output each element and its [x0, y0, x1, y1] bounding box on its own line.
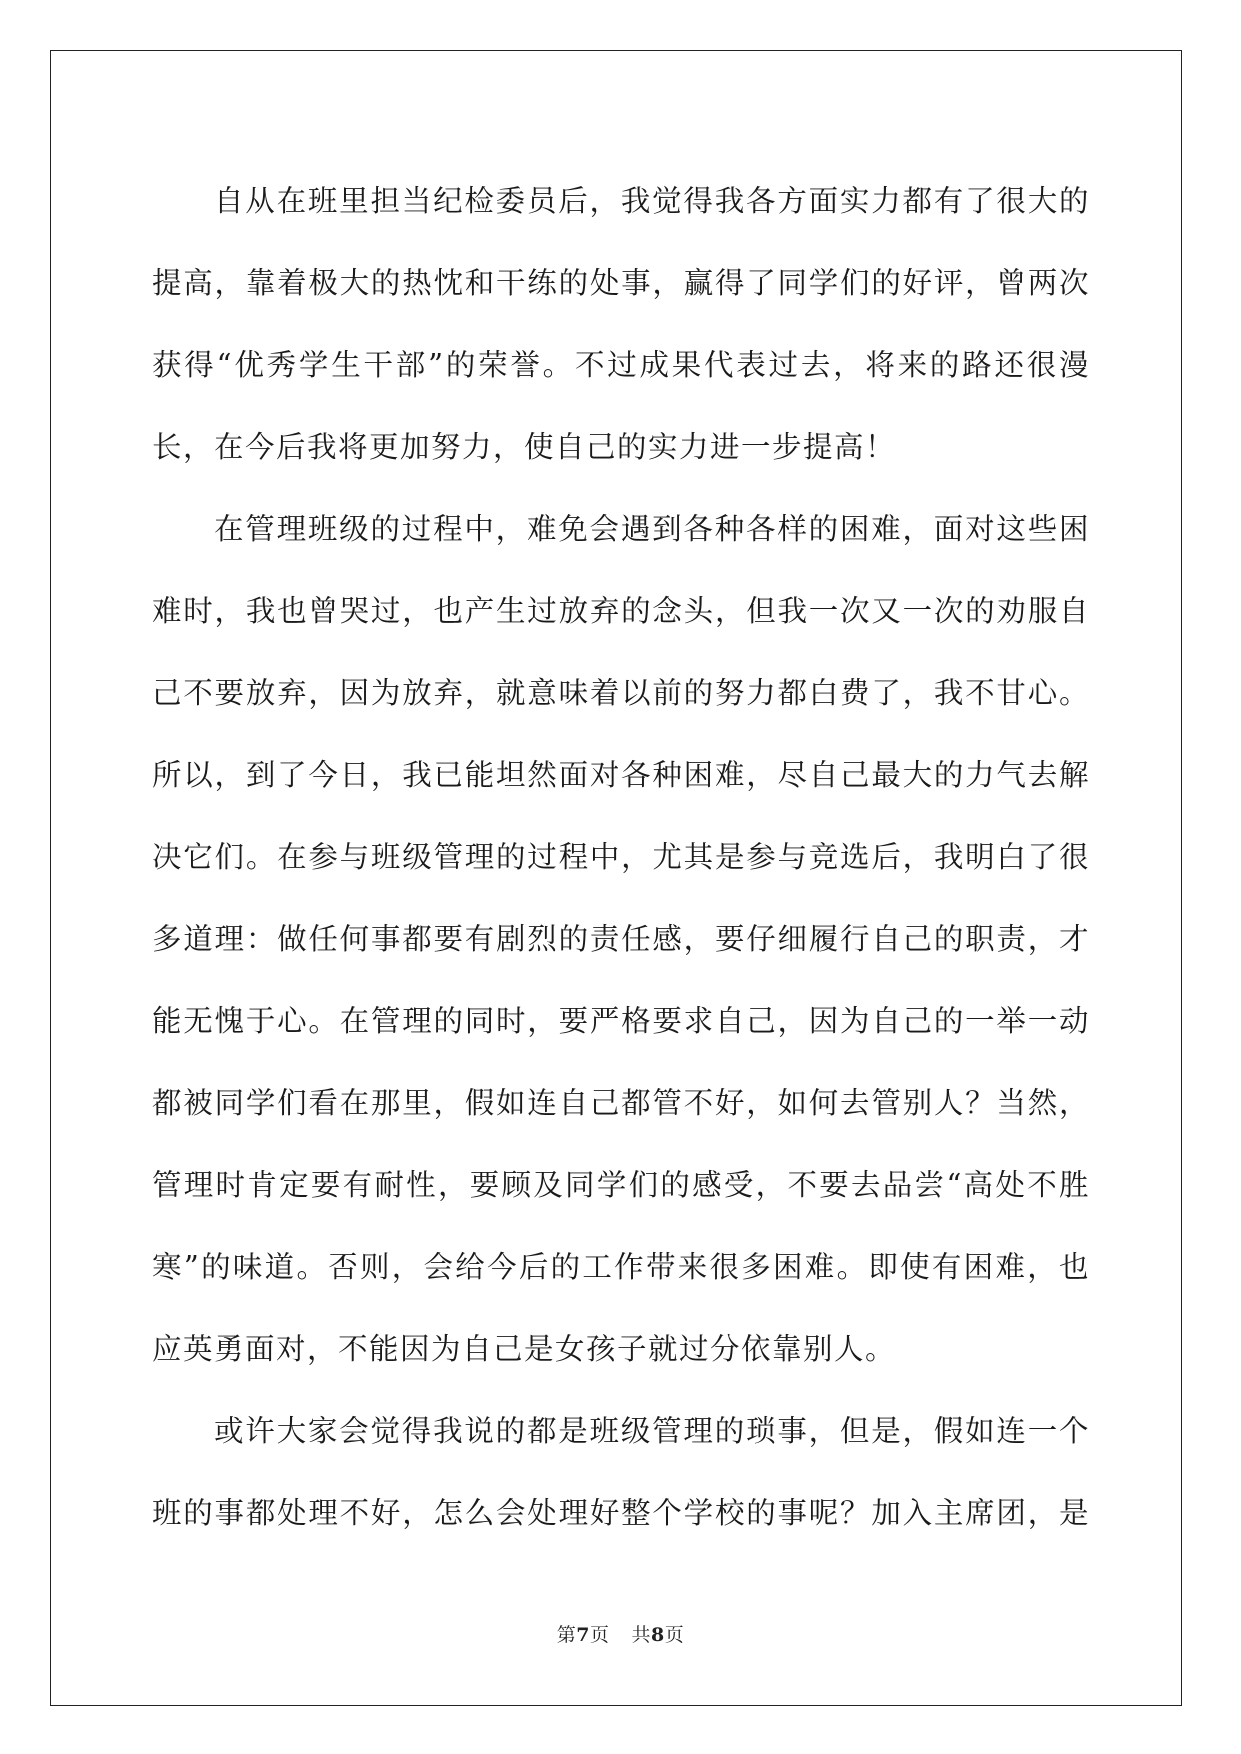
text-line: 管理时肯定要有耐性，要顾及同学们的感受，不要去品尝“高处不胜: [152, 1168, 1090, 1202]
page-suffix: 页: [589, 1624, 610, 1646]
text-line: 都被同学们看在那里，假如连自己都管不好，如何去管别人？当然，: [152, 1086, 1090, 1120]
text-line: 班的事都处理不好，怎么会处理好整个学校的事呢？加入主席团，是: [152, 1496, 1090, 1530]
text-line: 决它们。在参与班级管理的过程中，尤其是参与竞选后，我明白了很: [152, 840, 1090, 874]
text-line: 长，在今后我将更加努力，使自己的实力进一步提高！: [152, 430, 897, 464]
page-prefix: 第: [556, 1624, 577, 1646]
text-line: 所以，到了今日，我已能坦然面对各种困难，尽自己最大的力气去解: [152, 758, 1090, 792]
text-line: 能无愧于心。在管理的同时，要严格要求自己，因为自己的一举一动: [152, 1004, 1090, 1038]
text-line: 或许大家会觉得我说的都是班级管理的琐事，但是，假如连一个: [214, 1414, 1090, 1448]
page-current-number: 7: [576, 1624, 590, 1646]
text-line: 在管理班级的过程中，难免会遇到各种各样的困难，面对这些困: [214, 512, 1090, 546]
paragraph-1: [152, 160, 1090, 488]
text-line: 难时，我也曾哭过，也产生过放弃的念头，但我一次又一次的劝服自: [152, 594, 1090, 628]
paragraph-3: [152, 1390, 1090, 1554]
total-prefix: 共: [631, 1624, 652, 1646]
paragraph-2: [152, 488, 1090, 1390]
text-line: 提高，靠着极大的热忱和干练的处事，赢得了同学们的好评，曾两次: [152, 266, 1090, 300]
text-line: 寒”的味道。否则，会给今后的工作带来很多困难。即使有困难，也: [152, 1250, 1090, 1284]
text-line: 多道理：做任何事都要有剧烈的责任感，要仔细履行自己的职责，才: [152, 922, 1090, 956]
text-line: 自从在班里担当纪检委员后，我觉得我各方面实力都有了很大的: [214, 184, 1090, 218]
page-footer: [0, 1620, 1241, 1647]
total-suffix: 页: [664, 1624, 685, 1646]
page-total-number: 8: [651, 1624, 665, 1646]
document-body: [152, 160, 1090, 1554]
text-line: 获得“优秀学生干部”的荣誉。不过成果代表过去，将来的路还很漫: [152, 348, 1090, 382]
text-line: 应英勇面对，不能因为自己是女孩子就过分依靠别人。: [152, 1332, 897, 1366]
text-line: 己不要放弃，因为放弃，就意味着以前的努力都白费了，我不甘心。: [152, 676, 1090, 710]
